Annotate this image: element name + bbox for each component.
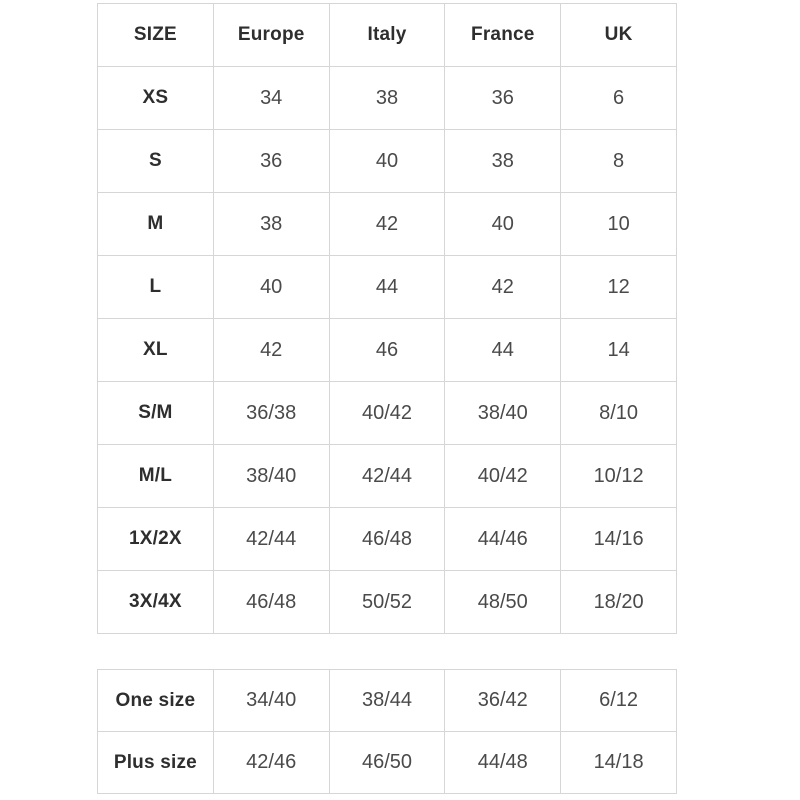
- column-header-italy: Italy: [329, 4, 445, 67]
- value-cell: 14/16: [561, 508, 677, 571]
- value-cell: 46/48: [329, 508, 445, 571]
- size-label-cell: 1X/2X: [98, 508, 214, 571]
- value-cell: 40: [213, 256, 329, 319]
- size-label-cell: Plus size: [98, 732, 214, 794]
- table-row: [98, 445, 677, 508]
- value-cell: 42: [213, 319, 329, 382]
- table-row: [98, 508, 677, 571]
- size-label-cell: L: [98, 256, 214, 319]
- value-cell: 38/44: [329, 670, 445, 732]
- size-label-cell: M/L: [98, 445, 214, 508]
- table-gap: [97, 634, 800, 669]
- special-sizes-table-body: [98, 670, 677, 794]
- value-cell: 8: [561, 130, 677, 193]
- value-cell: 14/18: [561, 732, 677, 794]
- value-cell: 38/40: [445, 382, 561, 445]
- value-cell: 44/46: [445, 508, 561, 571]
- value-cell: 44: [329, 256, 445, 319]
- size-conversion-table-body: [98, 67, 677, 634]
- value-cell: 40/42: [329, 382, 445, 445]
- value-cell: 6: [561, 67, 677, 130]
- size-conversion-table: [97, 3, 677, 634]
- table-row: [98, 130, 677, 193]
- value-cell: 42/44: [329, 445, 445, 508]
- table-row: [98, 382, 677, 445]
- value-cell: 40: [445, 193, 561, 256]
- column-header-uk: UK: [561, 4, 677, 67]
- value-cell: 38: [445, 130, 561, 193]
- value-cell: 36/42: [445, 670, 561, 732]
- value-cell: 10: [561, 193, 677, 256]
- size-label-cell: XS: [98, 67, 214, 130]
- value-cell: 34/40: [213, 670, 329, 732]
- value-cell: 38/40: [213, 445, 329, 508]
- table-row: [98, 256, 677, 319]
- size-label-cell: One size: [98, 670, 214, 732]
- value-cell: 14: [561, 319, 677, 382]
- table-row: [98, 193, 677, 256]
- value-cell: 42: [329, 193, 445, 256]
- value-cell: 46: [329, 319, 445, 382]
- value-cell: 46/50: [329, 732, 445, 794]
- column-header-size: SIZE: [98, 4, 214, 67]
- size-label-cell: M: [98, 193, 214, 256]
- value-cell: 38: [213, 193, 329, 256]
- column-header-france: France: [445, 4, 561, 67]
- special-sizes-table: [97, 669, 677, 794]
- value-cell: 42/46: [213, 732, 329, 794]
- value-cell: 42/44: [213, 508, 329, 571]
- table-row: [98, 67, 677, 130]
- value-cell: 38: [329, 67, 445, 130]
- value-cell: 34: [213, 67, 329, 130]
- value-cell: 12: [561, 256, 677, 319]
- size-label-cell: S/M: [98, 382, 214, 445]
- column-header-europe: Europe: [213, 4, 329, 67]
- value-cell: 50/52: [329, 571, 445, 634]
- size-label-cell: 3X/4X: [98, 571, 214, 634]
- value-cell: 36: [213, 130, 329, 193]
- value-cell: 10/12: [561, 445, 677, 508]
- table-row: [98, 732, 677, 794]
- value-cell: 42: [445, 256, 561, 319]
- value-cell: 48/50: [445, 571, 561, 634]
- table-row: [98, 571, 677, 634]
- value-cell: 40: [329, 130, 445, 193]
- size-label-cell: S: [98, 130, 214, 193]
- value-cell: 44: [445, 319, 561, 382]
- table-row: [98, 670, 677, 732]
- value-cell: 36/38: [213, 382, 329, 445]
- value-cell: 8/10: [561, 382, 677, 445]
- value-cell: 44/48: [445, 732, 561, 794]
- value-cell: 40/42: [445, 445, 561, 508]
- value-cell: 46/48: [213, 571, 329, 634]
- header-row: [98, 4, 677, 67]
- table-row: [98, 319, 677, 382]
- size-label-cell: XL: [98, 319, 214, 382]
- value-cell: 36: [445, 67, 561, 130]
- value-cell: 6/12: [561, 670, 677, 732]
- value-cell: 18/20: [561, 571, 677, 634]
